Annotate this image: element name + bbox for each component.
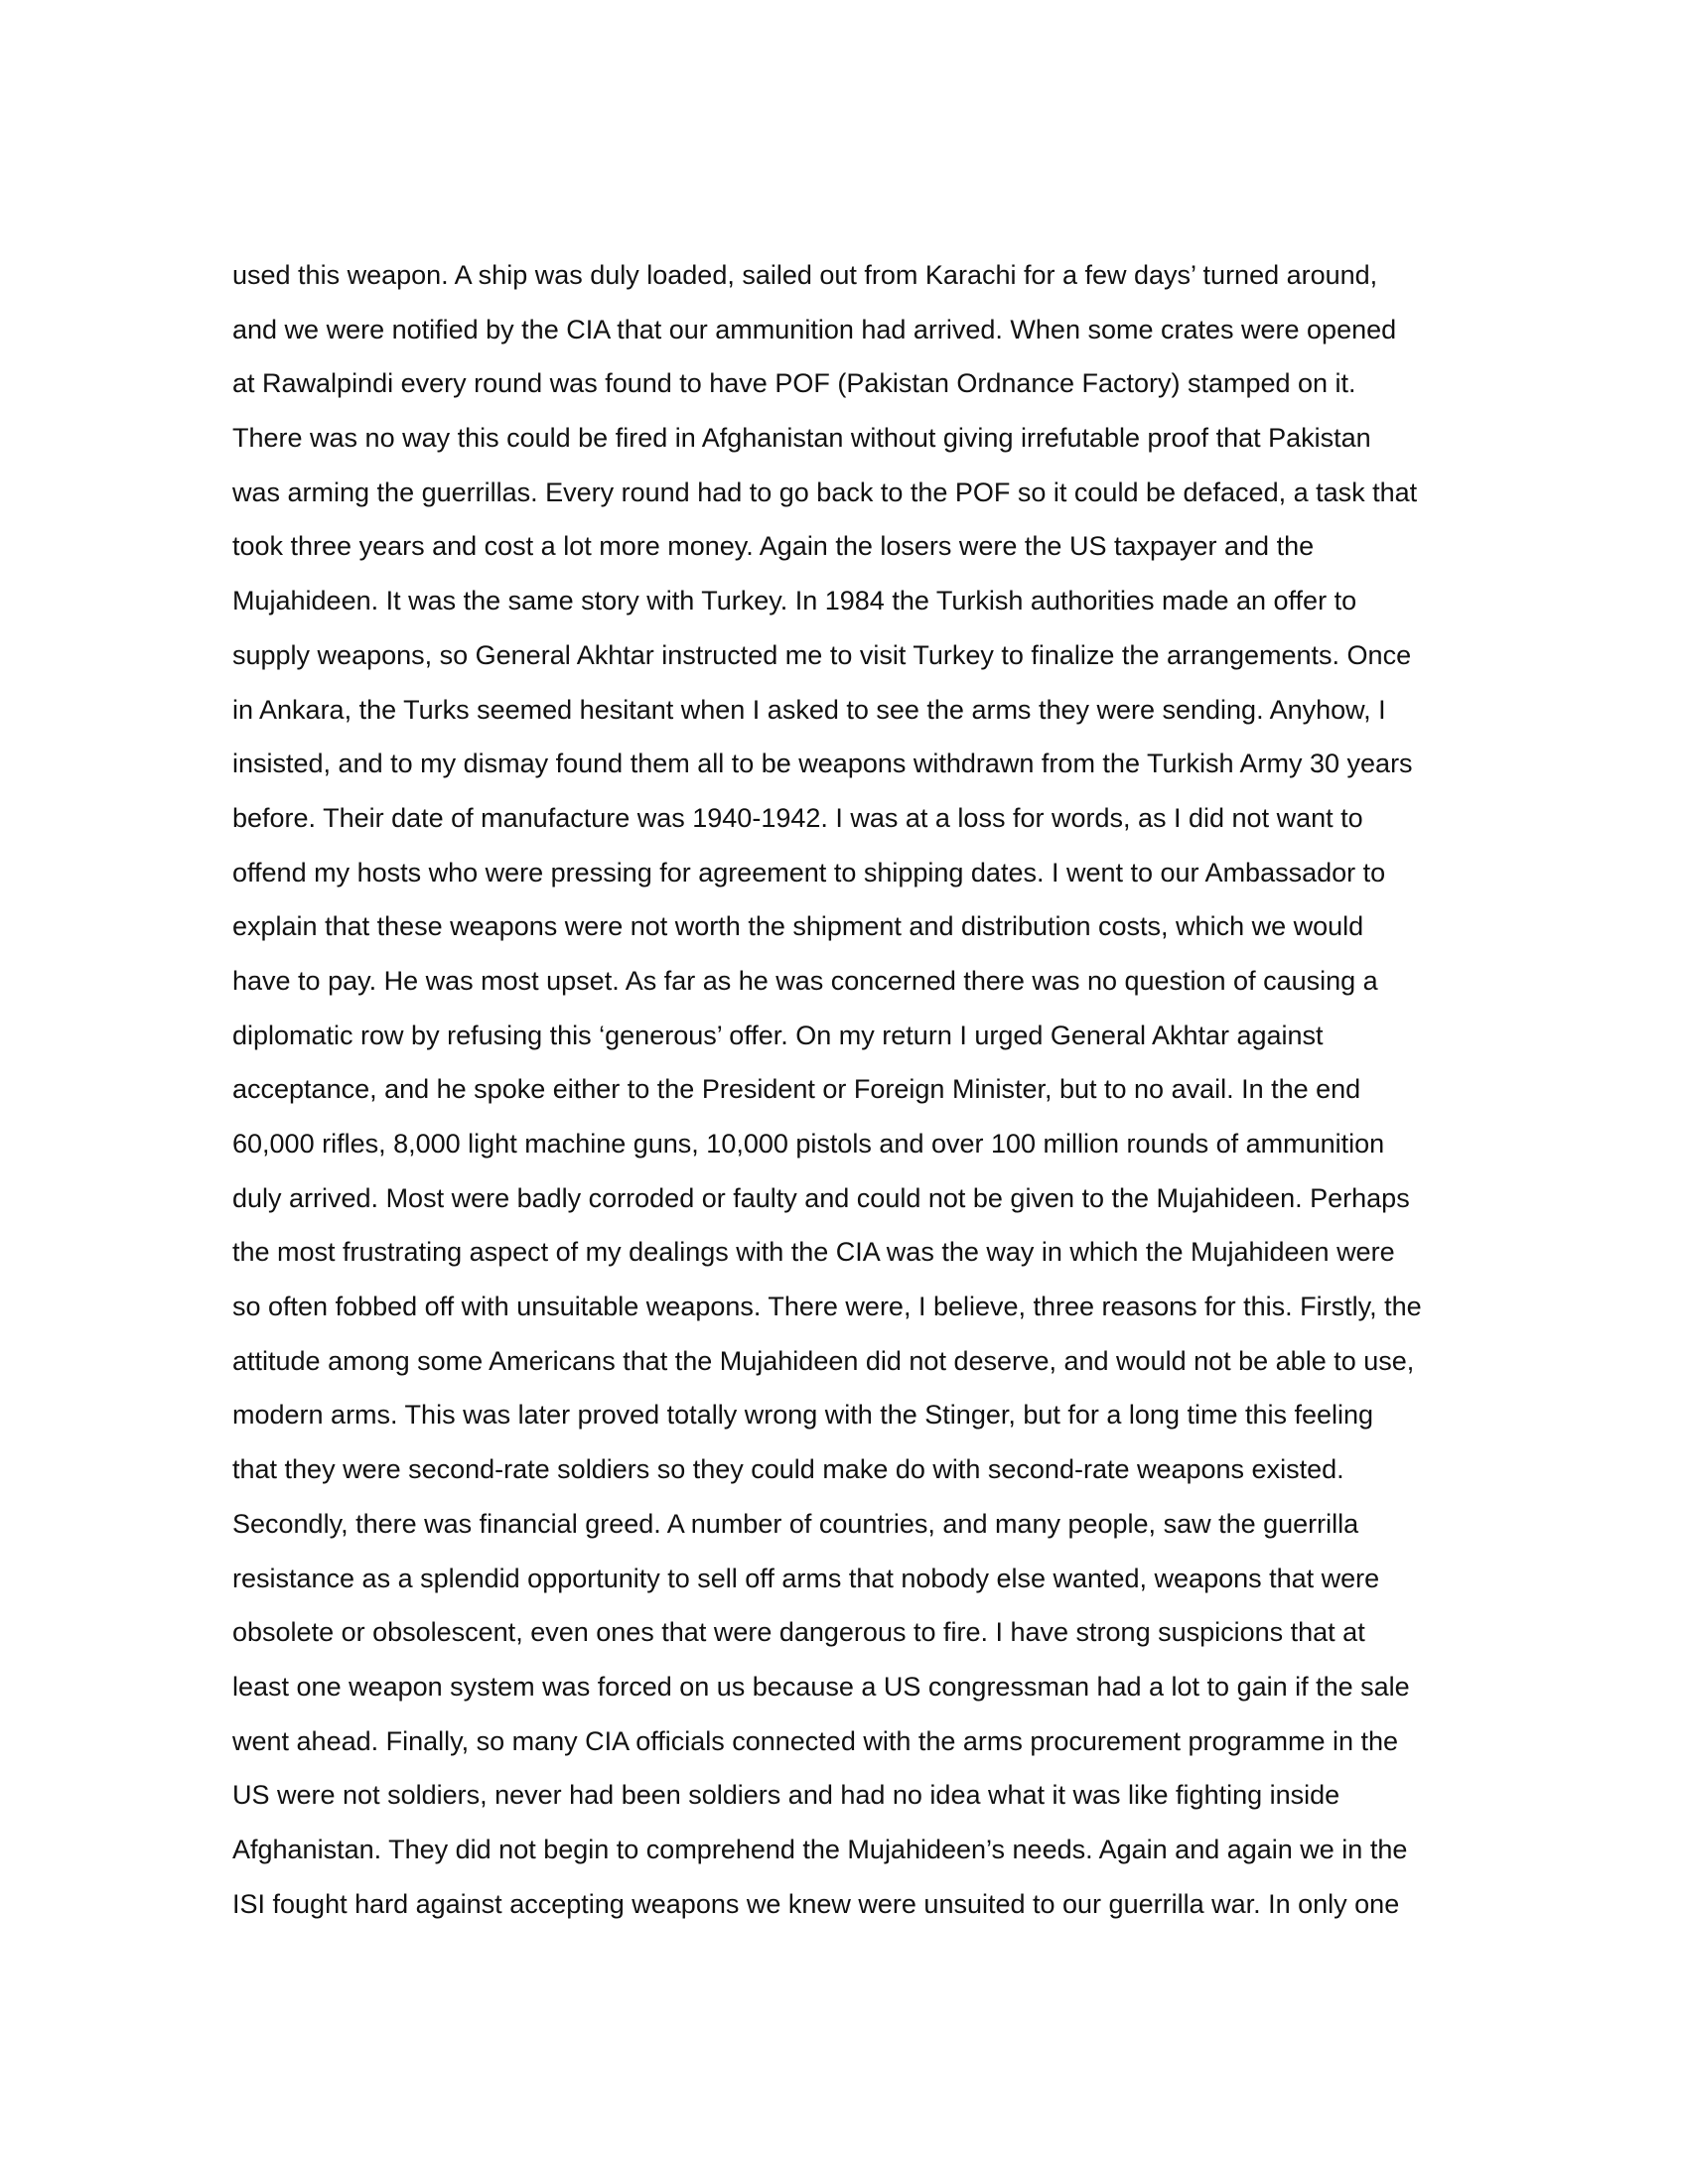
text-line: offend my hosts who were pressing for agreement to shipping dates. I went to our Ambassador to xyxy=(232,857,1386,887)
text-line: Mujahideen. It was the same story with Turkey. In 1984 the Turkish authorities made an offer to xyxy=(232,586,1357,616)
text-line: in Ankara, the Turks seemed hesitant when I asked to see the arms they were sending. Anyhow, I xyxy=(232,694,1386,725)
text-line: took three years and cost a lot more money. Again the losers were the US taxpayer and the xyxy=(232,531,1315,562)
text-line: and we were notified by the CIA that our ammunition had arrived. When some crates were opened xyxy=(232,314,1397,344)
text-line: that they were second-rate soldiers so they could make do with second-rate weapons existed. xyxy=(232,1454,1344,1485)
text-line: before. Their date of manufacture was 1940-1942. I was at a loss for words, as I did not want to xyxy=(232,802,1363,833)
text-line: Afghanistan. They did not begin to comprehend the Mujahideen’s needs. Again and again we in the xyxy=(232,1834,1408,1864)
text-line: attitude among some Americans that the Mujahideen did not deserve, and would not be able to use, xyxy=(232,1345,1415,1376)
text-line: modern arms. This was later proved totally wrong with the Stinger, but for a long time this feeling xyxy=(232,1400,1374,1431)
text-line: explain that these weapons were not worth the shipment and distribution costs, which we would xyxy=(232,911,1364,942)
text-line: the most frustrating aspect of my dealings with the CIA was the way in which the Mujahideen were xyxy=(232,1237,1395,1268)
text-line: There was no way this could be fired in Afghanistan without giving irrefutable proof that Pakistan xyxy=(232,423,1371,454)
body-text xyxy=(232,248,1543,1931)
text-line: supply weapons, so General Akhtar instructed me to visit Turkey to finalize the arrangements. Once xyxy=(232,639,1412,670)
text-line: insisted, and to my dismay found them all to be weapons withdrawn from the Turkish Army 30 years xyxy=(232,749,1413,779)
text-line: diplomatic row by refusing this ‘generous’ offer. On my return I urged General Akhtar against xyxy=(232,1020,1324,1050)
text-line: duly arrived. Most were badly corroded or faulty and could not be given to the Mujahideen. Perhaps xyxy=(232,1182,1410,1213)
text-line: went ahead. Finally, so many CIA officials connected with the arms procurement programme in the xyxy=(232,1725,1399,1756)
text-line: Secondly, there was financial greed. A number of countries, and many people, saw the guerrilla xyxy=(232,1508,1359,1539)
text-line: have to pay. He was most upset. As far as he was concerned there was no question of causing a xyxy=(232,965,1378,996)
text-line: US were not soldiers, never had been soldiers and had no idea what it was like fighting inside xyxy=(232,1780,1340,1811)
text-line: at Rawalpindi every round was found to have POF (Pakistan Ordnance Factory) stamped on it. xyxy=(232,368,1356,399)
text-line: resistance as a splendid opportunity to sell off arms that nobody else wanted, weapons that were xyxy=(232,1563,1380,1593)
text-line: used this weapon. A ship was duly loaded, sailed out from Karachi for a few days’ turned around, xyxy=(232,260,1378,290)
text-line: obsolete or obsolescent, even ones that were dangerous to fire. I have strong suspicions that at xyxy=(232,1617,1365,1648)
text-line: ISI fought hard against accepting weapons we knew were unsuited to our guerrilla war. In only one xyxy=(232,1888,1400,1919)
text-line: acceptance, and he spoke either to the President or Foreign Minister, but to no avail. In the end xyxy=(232,1074,1361,1105)
text-line: was arming the guerrillas. Every round had to go back to the POF so it could be defaced, a task that xyxy=(232,477,1418,507)
text-line: least one weapon system was forced on us because a US congressman had a lot to gain if the sale xyxy=(232,1671,1410,1702)
text-line: 60,000 rifles, 8,000 light machine guns, 10,000 pistols and over 100 million rounds of ammunition xyxy=(232,1129,1385,1159)
text-line: so often fobbed off with unsuitable weapons. There were, I believe, three reasons for this. Firstly, the xyxy=(232,1292,1422,1322)
